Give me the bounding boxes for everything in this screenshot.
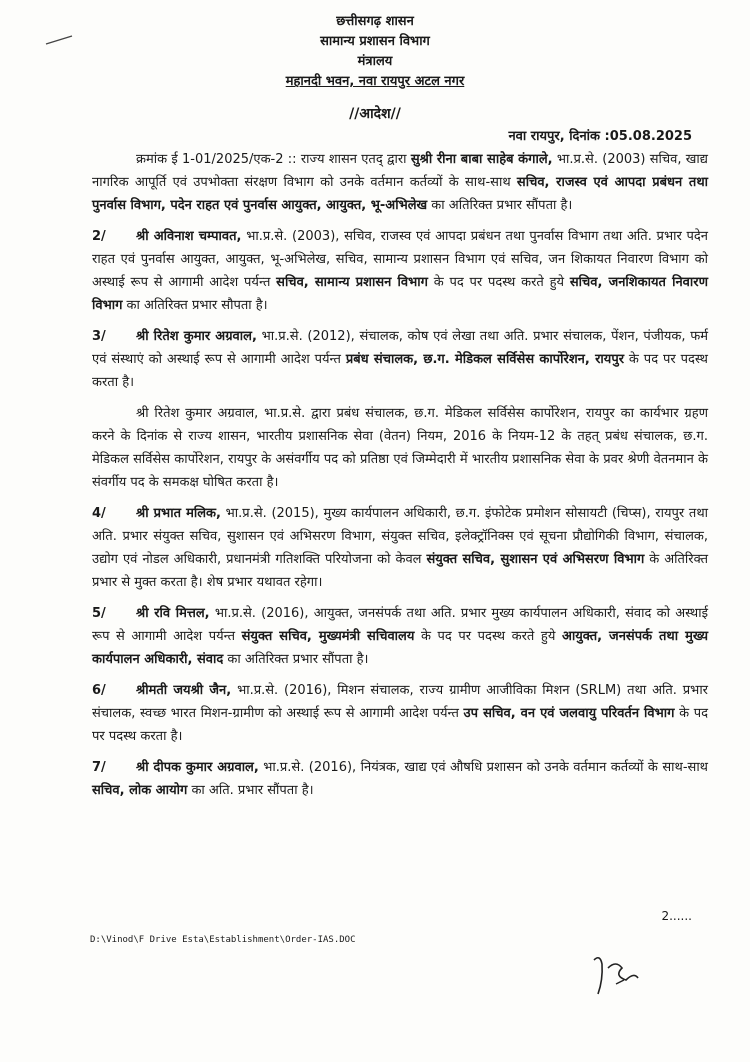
p2-text-d: के पद पर पदस्थ करते हुये	[427, 275, 570, 290]
p2-text-b: भा.प्र.से. (2003), सचिव, राजस्व एवं आपदा प्रबंधन तथा पुनर्वास विभाग तथा अति. प्रभार पदेन राहत एवं पुनर्वास आयुक्त, आयुक्त, भू-अभिलेख, सचिव, सामान्य प्रशासन विभाग एवं सचिव, जन शिकायत निवारण विभाग को अस्थाई रूप से आगामी आदेश पर्यन्त	[92, 229, 708, 290]
paragraph-3b: श्री रितेश कुमार अग्रवाल, भा.प्र.से. द्वारा प्रबंध संचालक, छ.ग. मेडिकल सर्विसेस कार्पोरेशन, रायपुर का कार्यभार ग्रहण करने के दिनांक से राज्य शासन, भारतीय प्रशासनिक सेवा (वेतन) नियम, 2016 के नियम-12 के तहत् प्रबंध संचालक, छ.ग. मेडिकल सर्विसेस कार्पोरेशन, रायपुर के असंवर्गीय पद को प्रतिष्ठा एवं जिम्मेदारी में भारतीय प्रशासनिक सेवा के प्रवर श्रेणी वेतनमान के संवर्गीय पद के समकक्ष घोषित करता है।	[92, 406, 708, 490]
p7-text-d: का अति. प्रभार सौंपता है।	[187, 783, 314, 798]
p1-charge: सचिव, राजस्व एवं आपदा प्रबंधन तथा पुनर्वास विभाग, पदेन राहत एवं पुनर्वास आयुक्त, आयुक्त, भू-अभिलेख	[92, 175, 708, 213]
header-ministry: मंत्रालय	[357, 54, 393, 69]
p2-text-f: का अतिरिक्त प्रभार सौपता है।	[122, 298, 268, 313]
p3-number: 3/	[92, 329, 106, 344]
p6-post: उप सचिव, वन एवं जलवायु परिवर्तन विभाग	[463, 706, 675, 721]
p3-name: श्री रितेश कुमार अग्रवाल,	[136, 329, 257, 344]
p7-text-b: भा.प्र.से. (2016), नियंत्रक, खाद्य एवं औषधि प्रशासन को उनके वर्तमान कर्तव्यों के साथ-साथ	[258, 760, 708, 775]
p5-charge: आयुक्त, जनसंपर्क तथा मुख्य कार्यपालन अधिकारी, संवाद	[92, 629, 708, 667]
p3-text-d: के पद पर पदस्थ करता है।	[92, 352, 708, 390]
p5-text-d: के पद पर पदस्थ करते हुये	[414, 629, 562, 644]
p3-text-b: भा.प्र.से. (2012), संचालक, कोष एवं लेखा तथा अति. प्रभार संचालक, पेंशन, पंजीयक, फर्म एवं संस्थाएं को अस्थाई रूप से आगामी आदेश पर्यन्त	[92, 329, 708, 367]
next-page-marker: 2......	[661, 909, 692, 923]
paragraph-4	[92, 502, 708, 594]
header-government: छत्तीसगढ़ शासन	[336, 14, 414, 29]
p3-post: प्रबंध संचालक, छ.ग. मेडिकल सर्विसेस कार्पोरेशन, रायपुर	[345, 352, 625, 367]
paragraph-6	[92, 679, 708, 748]
signature	[588, 950, 658, 1000]
paragraph-5	[92, 602, 708, 671]
letterhead	[0, 12, 750, 92]
paragraph-7	[92, 756, 708, 802]
p6-text-b: भा.प्र.से. (2016), मिशन संचालक, राज्य ग्रामीण आजीविका मिशन (SRLM) तथा अति. प्रभार संचालक, स्वच्छ भारत मिशन-ग्रामीण को अस्थाई रूप से आगामी आदेश पर्यन्त	[92, 683, 709, 721]
order-body	[92, 148, 708, 810]
p4-charge: संयुक्त सचिव, सुशासन एवं अभिसरण विभाग	[426, 552, 645, 567]
p4-number: 4/	[92, 506, 106, 521]
p7-charge: सचिव, लोक आयोग	[92, 783, 188, 798]
order-title: //आदेश//	[349, 106, 401, 122]
p5-number: 5/	[92, 606, 106, 621]
paragraph-1	[92, 148, 708, 217]
p5-name: श्री रवि मित्तल,	[136, 606, 210, 621]
paragraph-3	[92, 325, 708, 394]
header-address: महानदी भवन, नवा रायपुर अटल नगर	[285, 74, 465, 89]
p2-number: 2/	[92, 229, 106, 244]
p2-name: श्री अविनाश चम्पावत,	[136, 229, 242, 244]
p1-text-a: क्रमांक ई 1-01/2025/एक-2 :: राज्य शासन एतद् द्वारा	[136, 152, 411, 167]
header-department: सामान्य प्रशासन विभाग	[320, 34, 430, 49]
order-date: नवा रायपुर, दिनांक :05.08.2025	[508, 129, 692, 144]
p4-text-b: भा.प्र.से. (2015), मुख्य कार्यपालन अधिकारी, छ.ग. इंफोटेक प्रमोशन सोसायटी (चिप्स), रायपुर तथा अति. प्रभार संयुक्त सचिव, सुशासन एवं अभिसरण विभाग, संयुक्त सचिव, इलेक्ट्रॉनिक्स एवं सूचना प्रौद्योगिकी विभाग, संचालक, उद्योग एवं नोडल अधिकारी, प्रधानमंत्री गतिशक्ति परियोजना को केवल	[92, 506, 708, 567]
p7-number: 7/	[92, 760, 106, 775]
p2-post: सचिव, सामान्य प्रशासन विभाग	[276, 275, 428, 290]
p1-text-e: का अतिरिक्त प्रभार सौंपता है।	[427, 198, 573, 213]
p6-name: श्रीमती जयश्री जैन,	[136, 683, 232, 698]
p1-name: सुश्री रीना बाबा साहेब कंगाले,	[410, 152, 553, 167]
p5-text-f: का अतिरिक्त प्रभार सौंपता है।	[223, 652, 369, 667]
p2-charge: सचिव, जनशिकायत निवारण विभाग	[92, 275, 708, 313]
p5-text-b: भा.प्र.से. (2016), आयुक्त, जनसंपर्क तथा अति. प्रभार मुख्य कार्यपालन अधिकारी, संवाद को अस्थाई रूप से आगामी आदेश पर्यन्त	[92, 606, 708, 644]
p1-text-c: भा.प्र.से. (2003) सचिव, खाद्य नागरिक आपूर्ति एवं उपभोक्ता संरक्षण विभाग को उनके वर्तमान कर्तव्यों के साथ-साथ	[92, 152, 708, 190]
file-path: D:\Vinod\F Drive Esta\Establishment\Order-IAS.DOC	[90, 935, 356, 945]
p4-text-d: के अतिरिक्त प्रभार से मुक्त करता है। शेष प्रभार यथावत रहेगा।	[92, 552, 708, 590]
p6-text-d: के पद पर पदस्थ करता है।	[92, 706, 708, 744]
p6-number: 6/	[92, 683, 106, 698]
paragraph-2	[92, 225, 708, 317]
p4-name: श्री प्रभात मलिक,	[136, 506, 221, 521]
p7-name: श्री दीपक कुमार अग्रवाल,	[136, 760, 259, 775]
p5-post: संयुक्त सचिव, मुख्यमंत्री सचिवालय	[241, 629, 415, 644]
